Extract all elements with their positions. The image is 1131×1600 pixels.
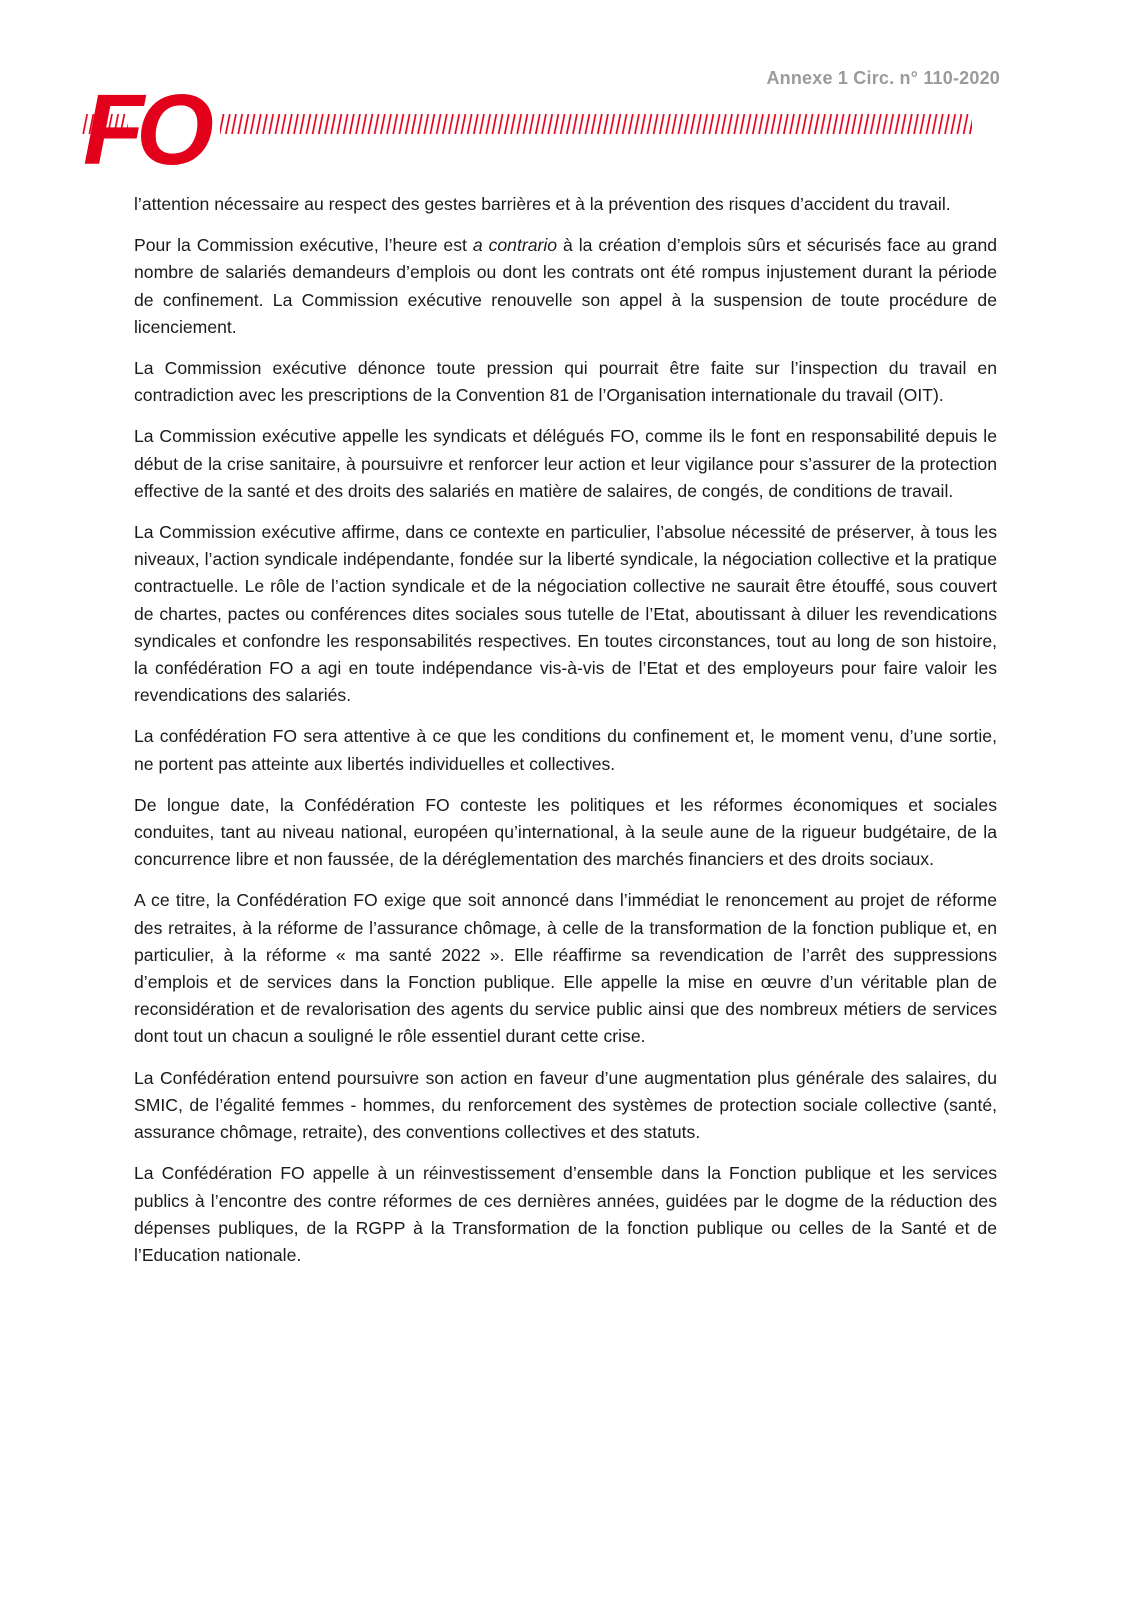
fo-logo: [82, 74, 206, 186]
paragraph-2-end: à la création d’emplois sûrs et sécurisés face au grand nombre de salariés demandeurs d’emplois ou dont les contrats ont été rompus injustement durant la période de confinement. La Commission exécutive renouvelle son appel à la suspension de toute procédure de licenciement.: [134, 235, 998, 337]
paragraph-2-start: Pour la Commission exécutive, l’heure est: [134, 235, 473, 256]
paragraph-4: La Commission exécutive appelle les syndicats et délégués FO, comme ils le font en responsabilité depuis le début de la crise sanitaire, à poursuivre et renforcer leur action et leur vigilance pour s’assurer de la protection effective de la santé et des droits des salariés en matière de salaires, de congés, de conditions de travail.: [134, 426, 997, 501]
paragraph-7: De longue date, la Confédération FO conteste les politiques et les réformes économiques et sociales conduites, tant au niveau national, européen qu’international, à la seule aune de la rigueur budgétaire, de la concurrence libre et non faussée, de la déréglementation des marchés financiers et des droits sociaux.: [134, 794, 997, 870]
paragraph-2: [134, 232, 997, 341]
fo-logo-text: FO: [83, 74, 206, 186]
paragraph-10: La Confédération FO appelle à un réinvestissement d’ensemble dans la Fonction publique et les services publics à l’encontre des contre réformes de ces dernières années, guidées par le dogme de la réduction des dépenses publiques, de la RGPP à la Transformation de la fonction publique ou celles de la Santé et de l’Education nationale.: [134, 1163, 997, 1265]
annex-reference: Annexe 1 Circ. n° 110-2020: [766, 68, 1000, 88]
paragraph-2-emphasis: a contrario: [472, 235, 558, 256]
paragraph-6: La confédération FO sera attentive à ce que les conditions du confinement et, le moment venu, d’une sortie, ne portent pas atteinte aux libertés individuelles et collectives.: [134, 726, 997, 774]
paragraph-8: A ce titre, la Confédération FO exige que soit annoncé dans l’immédiat le renoncement au projet de réforme des retraites, à la réforme de l’assurance chômage, à celle de la transformation de la fonction publique et, en particulier, à la réforme « ma santé 2022 ». Elle réaffirme sa revendication de l’arrêt des suppressions d’emplois et de services dans la Fonction publique. Elle appelle la mise en œuvre d’un véritable plan de reconsidération et de revalorisation des agents du service public ainsi que des nombreux métiers de services dont tout un chacun a souligné le rôle essentiel durant cette crise.: [134, 890, 997, 1047]
body-text: [134, 191, 997, 1283]
paragraph-5: La Commission exécutive affirme, dans ce contexte en particulier, l’absolue nécessité de préserver, à tous les niveaux, l’action syndicale indépendante, fondée sur la liberté syndicale, la négociation collective et la pratique contractuelle. Le rôle de l’action syndicale et de la négociation collective ne saurait être étouffé, sous couvert de chartes, pactes ou conférences dites sociales sous tutelle de l’Etat, aboutissant à diluer les revendications syndicales et confondre les responsabilités respectives. En toutes circonstances, tout au long de son histoire, la confédération FO a agi en toute indépendance vis-à-vis de l’Etat et des employeurs pour faire valoir les revendications des salariés.: [134, 522, 997, 706]
paragraph-9: La Confédération entend poursuivre son action en faveur d’une augmentation plus générale des salaires, du SMIC, de l’égalité femmes - hommes, du renforcement des systèmes de protection sociale collective (santé, assurance chômage, retraite), des conventions collectives et des statuts.: [134, 1067, 997, 1143]
paragraph-1: l’attention nécessaire au respect des gestes barrières et à la prévention des risques d’accident du travail.: [134, 194, 951, 214]
slash-stripe-icon: [82, 80, 1002, 170]
paragraph-3: La Commission exécutive dénonce toute pression qui pourrait être faite sur l’inspection du travail en contradiction avec les prescriptions de la Convention 81 de l’Organisation internationale du travail (OIT).: [134, 358, 997, 406]
